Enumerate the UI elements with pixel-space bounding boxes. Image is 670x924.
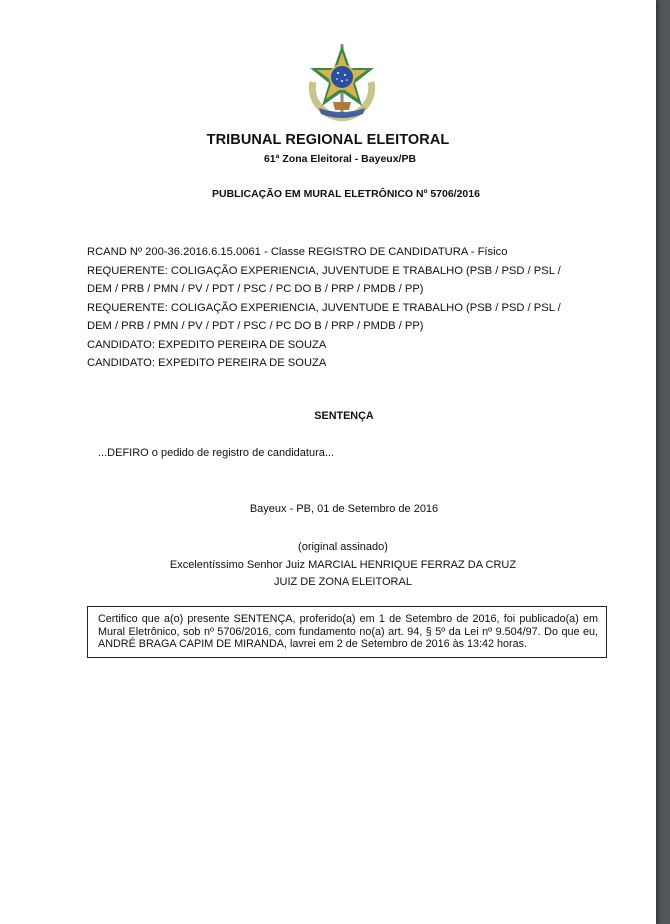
judge-role: JUIZ DE ZONA ELEITORAL (274, 576, 412, 588)
court-title: TRIBUNAL REGIONAL ELEITORAL (206, 132, 450, 148)
signed-note: (original assinado) (298, 541, 388, 553)
process-line: DEM / PRB / PMN / PV / PDT / PSC / PC DO B / PRP / PMDB / PP) (87, 320, 424, 332)
process-line: REQUERENTE: COLIGAÇÃO EXPERIENCIA, JUVENTUDE E TRABALHO (PSB / PSD / PSL / (87, 264, 561, 277)
signature-block (0, 539, 670, 592)
zone-subtitle: 61ª Zona Eleitoral - Bayeux/PB (263, 153, 417, 165)
process-line: REQUERENTE: COLIGAÇÃO EXPERIENCIA, JUVENTUDE E TRABALHO (PSB / PSD / PSL / (87, 301, 561, 314)
place-date: Bayeux - PB, 01 de Setembro de 2016 (249, 503, 439, 515)
process-line: DEM / PRB / PMN / PV / PDT / PSC / PC DO B / PRP / PMDB / PP) (87, 283, 424, 295)
sentence-title: SENTENÇA (314, 410, 374, 422)
certificate-box: Certifico que a(o) presente SENTENÇA, proferido(a) em 1 de Setembro de 2016, foi publicado(a) em Mural Eletrônico, sob nº 5706/2016, com fundamento no(a) art. 94, § 5º da Lei nº 9.504/97. Do que eu, ANDRÉ BRAGA CAPIM DE MIRANDA, lavrei em 2 de Setembro de 2016 às 13:42 horas. (87, 606, 607, 658)
brazil-coat-of-arms-icon (303, 42, 381, 124)
decision-text: ...DEFIRO o pedido de registro de candidatura... (98, 447, 335, 459)
process-details (87, 243, 607, 373)
publication-heading: PUBLICAÇÃO EM MURAL ELETRÔNICO Nº 5706/2016 (212, 188, 480, 200)
judge-name: Excelentíssimo Senhor Juiz MARCIAL HENRIQUE FERRAZ DA CRUZ (169, 558, 517, 571)
process-line: CANDIDATO: EXPEDITO PEREIRA DE SOUZA (87, 357, 327, 369)
process-line: RCAND Nº 200-36.2016.6.15.0061 - Classe REGISTRO DE CANDIDATURA - Físico (87, 246, 508, 258)
process-line: CANDIDATO: EXPEDITO PEREIRA DE SOUZA (87, 338, 327, 351)
